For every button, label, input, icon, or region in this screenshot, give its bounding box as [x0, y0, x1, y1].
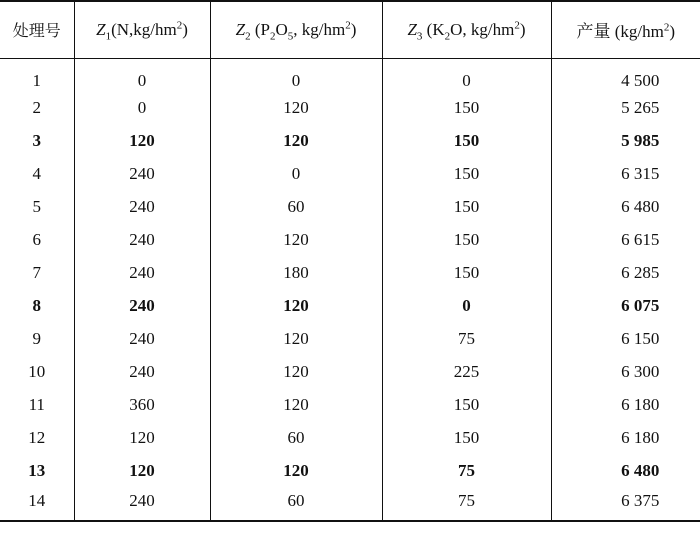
cell-yield: 6 315	[551, 158, 700, 191]
cell-z2: 120	[210, 290, 382, 323]
cell-z3: 150	[382, 125, 551, 158]
table-row	[0, 290, 700, 323]
z1-sub: 1	[105, 30, 112, 43]
z1-unit: (N,kg/hm	[111, 19, 177, 39]
z2-close: )	[350, 19, 357, 39]
cell-z3: 0	[382, 58, 551, 92]
cell-yield: 6 285	[551, 257, 700, 290]
cell-treatment-no: 4	[32, 164, 41, 183]
cell-z2: 60	[210, 422, 382, 455]
cell-z1: 240	[74, 257, 210, 290]
cell-z3: 0	[382, 290, 551, 323]
cell-yield: 6 150	[551, 323, 700, 356]
cell-z3: 150	[382, 224, 551, 257]
cell-treatment-no: 13	[28, 461, 46, 480]
cell-z2: 180	[210, 257, 382, 290]
cell-z2: 60	[210, 488, 382, 521]
cell-yield: 6 480	[551, 455, 700, 488]
table-row	[0, 488, 700, 521]
cell-z1: 240	[74, 158, 210, 191]
header-treatment: 处理号	[0, 1, 74, 58]
cell-z1: 120	[74, 455, 210, 488]
table-row	[0, 356, 700, 389]
cell-z3: 150	[382, 92, 551, 125]
cell-z2: 120	[210, 323, 382, 356]
cell-z1: 240	[74, 488, 210, 521]
header-z1	[74, 1, 210, 58]
z3-unit: O, kg/hm	[450, 19, 515, 39]
cell-z2: 120	[210, 125, 382, 158]
cell-z1: 240	[74, 224, 210, 257]
cell-z2: 0	[210, 158, 382, 191]
cell-z3: 75	[382, 488, 551, 521]
cell-treatment-no: 2	[32, 98, 41, 117]
cell-z2: 120	[210, 356, 382, 389]
table-row	[0, 224, 700, 257]
z2-sub2: 2	[269, 30, 276, 43]
cell-z2: 120	[210, 224, 382, 257]
cell-treatment-no: 3	[32, 131, 41, 150]
cell-z2: 0	[210, 58, 382, 92]
cell-treatment-no: 9	[32, 329, 41, 348]
cell-z1: 0	[74, 92, 210, 125]
table-row	[0, 125, 700, 158]
header-z3	[382, 1, 551, 58]
header-row	[0, 1, 700, 58]
cell-z1: 240	[74, 323, 210, 356]
z2-var: Z	[235, 19, 246, 39]
cell-treatment-no: 6	[32, 230, 41, 249]
z1-var: Z	[96, 19, 106, 39]
cell-treatment-no: 1	[32, 70, 41, 90]
cell-z3: 150	[382, 389, 551, 422]
cell-yield: 6 300	[551, 356, 700, 389]
cell-yield: 5 985	[551, 125, 700, 158]
cell-yield: 6 075	[551, 290, 700, 323]
cell-z2: 60	[210, 191, 382, 224]
cell-treatment-no: 14	[0, 488, 74, 521]
z3-sub: 3	[416, 30, 423, 43]
cell-yield: 6 615	[551, 224, 700, 257]
z3-sup: 2	[514, 19, 520, 32]
z2-pre: (P	[250, 19, 270, 39]
cell-z3: 225	[382, 356, 551, 389]
table-row	[0, 323, 700, 356]
table-body	[0, 58, 700, 521]
cell-yield: 5 265	[551, 92, 700, 125]
cell-yield: 4 500	[551, 58, 700, 92]
table-header	[0, 1, 700, 58]
cell-z1: 240	[74, 356, 210, 389]
cell-z3: 150	[382, 257, 551, 290]
z2-sub3: 5	[287, 30, 294, 43]
table-row	[0, 422, 700, 455]
cell-yield: 6 480	[551, 191, 700, 224]
z2-sup: 2	[345, 19, 351, 32]
cell-treatment-no: 11	[28, 395, 45, 414]
z1-close: )	[182, 19, 188, 39]
table-row	[0, 92, 700, 125]
z3-var: Z	[407, 19, 417, 39]
cell-z3: 150	[382, 422, 551, 455]
table-row	[0, 455, 700, 488]
cell-z3: 150	[382, 191, 551, 224]
cell-z2: 120	[210, 455, 382, 488]
cell-yield: 6 180	[551, 389, 700, 422]
yield-label: 产量 (kg/hm	[576, 22, 664, 42]
cell-z1: 0	[74, 58, 210, 92]
cell-z3: 75	[382, 455, 551, 488]
z3-close: )	[519, 19, 526, 39]
cell-z1: 120	[74, 422, 210, 455]
z2-unit: , kg/hm	[293, 19, 346, 39]
cell-z3: 75	[382, 323, 551, 356]
cell-treatment-no: 12	[28, 428, 46, 447]
z3-sub2: 2	[444, 30, 451, 43]
z2-mid: O	[275, 19, 288, 39]
table-row	[0, 58, 700, 92]
cell-treatment-no: 7	[32, 263, 41, 282]
cell-z1: 240	[74, 191, 210, 224]
z2-sub: 2	[245, 30, 251, 43]
cell-treatment-no: 8	[32, 296, 41, 315]
cell-treatment-no: 10	[28, 362, 46, 381]
header-z2	[210, 1, 382, 58]
cell-yield: 6 180	[551, 422, 700, 455]
table-row	[0, 389, 700, 422]
header-yield	[551, 1, 700, 58]
yield-close: )	[669, 22, 676, 42]
z3-pre: (K	[422, 19, 445, 39]
cell-z1: 240	[74, 290, 210, 323]
table-row	[0, 191, 700, 224]
cell-treatment-no: 5	[32, 197, 41, 216]
cell-z2: 120	[210, 389, 382, 422]
cell-z3: 150	[382, 158, 551, 191]
z1-sup: 2	[176, 19, 183, 32]
yield-sup: 2	[663, 21, 670, 34]
cell-z1: 120	[74, 125, 210, 158]
table-row	[0, 257, 700, 290]
cell-z2: 120	[210, 92, 382, 125]
cell-yield: 6 375	[551, 488, 700, 521]
table-row	[0, 158, 700, 191]
cell-z1: 360	[74, 389, 210, 422]
